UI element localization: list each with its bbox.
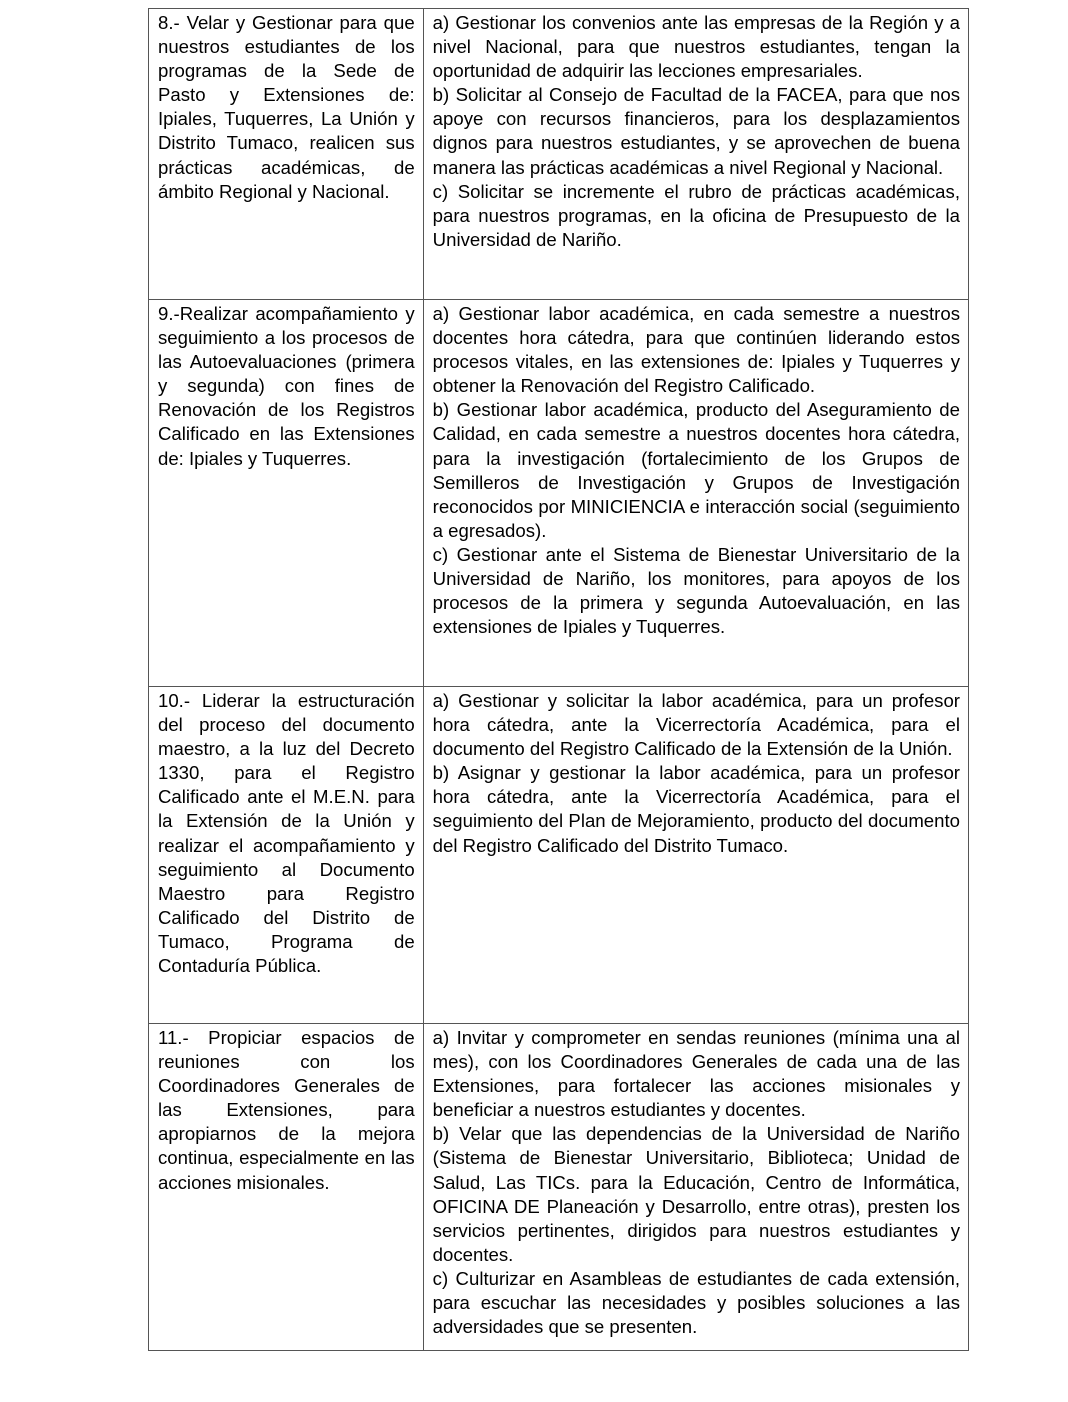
action-item: b) Velar que las dependencias de la Universidad de Nariño (Sistema de Bienestar Universitario, Biblioteca; Unidad de Salud, Las TICs. para la Educación, Centro de Informática, OFICINA DE Planeación y Desarrollo, entre otras), presten los servicios pertinentes, dirigidos para nuestros estudiantes y docentes. <box>432 1123 960 1265</box>
objective-cell <box>149 1024 424 1351</box>
objective-cell <box>149 687 424 1024</box>
action-item: b) Gestionar labor académica, producto del Aseguramiento de Calidad, en cada semestre a nuestros docentes hora cátedra, para la investigación (fortalecimiento de los Grupos de Semilleros de Investigación y Grupos de Investigación reconocidos por MINICIENCIA e interacción social (seguimiento a egresados). <box>432 399 960 541</box>
objective-text: 9.-Realizar acompañamiento y seguimiento a los procesos de las Autoevaluaciones (primera y segunda) con fines de Renovación de los Registros Calificado en las Extensiones de: Ipiales y Tuquerres. <box>158 303 415 469</box>
table-row <box>149 300 969 687</box>
objective-cell <box>149 9 424 300</box>
action-item: b) Asignar y gestionar la labor académica, para un profesor hora cátedra, ante la Vicerrectoría Académica, para el seguimiento del Plan de Mejoramiento, producto del documento del Registro Calificado del Distrito Tumaco. <box>432 762 960 856</box>
action-item: c) Gestionar ante el Sistema de Bienestar Universitario de la Universidad de Nariño, los monitores, para apoyos de los procesos de la primera y segunda Autoevaluación, en las extensiones de Ipiales y Tuquerres. <box>432 543 960 638</box>
objective-cell <box>149 300 424 687</box>
action-item: a) Gestionar labor académica, en cada semestre a nuestros docentes hora cátedra, para que continúen liderando estos procesos vitales, en las extensiones de: Ipiales y Tuquerres y obtener la Renovación del Registro Calificado. <box>432 303 960 397</box>
objective-text: 8.- Velar y Gestionar para que nuestros estudiantes de los programas de la Sede de Pasto y Extensiones de: Ipiales, Tuquerres, La Unión y Distrito Tumaco, realicen sus prácticas académicas, de ámbito Regional y Nacional. <box>158 12 415 202</box>
table-row <box>149 687 969 1024</box>
action-item: b) Solicitar al Consejo de Facultad de la FACEA, para que nos apoye con recursos financieros, para los desplazamientos dignos para nuestros estudiantes, y se aprovechen de buena manera las prácticas académicas a nivel Regional y Nacional. <box>432 84 960 178</box>
objective-text: 10.- Liderar la estructuración del proceso del documento maestro, a la luz del Decreto 1330, para el Registro Calificado ante el M.E.N. para la Extensión de la Unión y realizar el acompañamiento y seguimiento al Documento Maestro para Registro Calificado del Distrito de Tumaco, Programa de Contaduría Pública. <box>158 690 415 977</box>
objectives-table <box>148 8 969 1351</box>
action-item: a) Gestionar y solicitar la labor académica, para un profesor hora cátedra, ante la Vicerrectoría Académica, para el documento del Registro Calificado de la Extensión de la Unión. <box>432 690 960 760</box>
action-item: a) Gestionar los convenios ante las empresas de la Región y a nivel Nacional, para que nuestros estudiantes, tengan la oportunidad de adquirir las lecciones empresariales. <box>432 12 960 82</box>
action-item: c) Solicitar se incremente el rubro de prácticas académicas, para nuestros programas, en la oficina de Presupuesto de la Universidad de Nariño. <box>432 180 960 250</box>
table-row <box>149 9 969 300</box>
table-row <box>149 1024 969 1351</box>
actions-cell <box>423 1024 968 1351</box>
actions-cell <box>423 300 968 687</box>
actions-cell <box>423 687 968 1024</box>
action-item: a) Invitar y comprometer en sendas reuniones (mínima una al mes), con los Coordinadores Generales de cada una de las Extensiones, para fortalecer las acciones misionales y beneficiar a nuestros estudiantes y docentes. <box>432 1027 960 1121</box>
actions-cell <box>423 9 968 300</box>
objective-text: 11.- Propiciar espacios de reuniones con los Coordinadores Generales de las Extensiones, para apropiarnos de la mejora continua, especialmente en las acciones misionales. <box>158 1027 415 1193</box>
action-item: c) Culturizar en Asambleas de estudiantes de cada extensión, para escuchar las necesidades y posibles soluciones a las adversidades que se presenten. <box>432 1267 960 1338</box>
